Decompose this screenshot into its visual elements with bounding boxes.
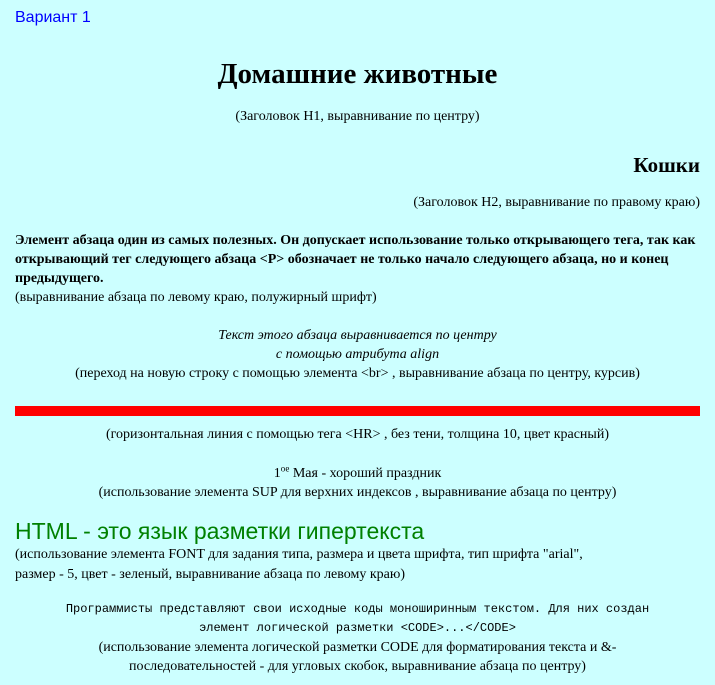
code-line-1: Программисты представляют свои исходные коды моноширинным текстом. Для них создан xyxy=(65,602,650,616)
holiday-number: 1 xyxy=(273,466,281,481)
superscript: ое xyxy=(280,463,290,474)
code-paragraph xyxy=(15,600,700,676)
hr-note: (горизонтальная линия с помощью тега <HR> , без тени, толщина 10, цвет красный) xyxy=(105,427,609,442)
font-title: HTML - это язык разметки гипертекста xyxy=(15,518,425,544)
bold-paragraph: Элемент абзаца один из самых полезных. Он допускает использование только открывающего тега, так как открывающий тег следующего абзаца <P> обозначает не только начало следующего абзаца, но и конец предыдущего. xyxy=(15,233,696,286)
holiday-text: Мая - хороший праздник xyxy=(289,466,442,481)
sup-paragraph-note: (использование элемента SUP для верхних индексов , выравнивание абзаца по центру) xyxy=(98,485,617,500)
centered-paragraph xyxy=(15,326,700,383)
red-horizontal-rule xyxy=(15,406,700,416)
sup-paragraph xyxy=(15,464,700,502)
code-line-2: элемент логической разметки <CODE>...</CODE> xyxy=(199,621,516,635)
section-title: Кошки xyxy=(633,153,700,177)
centered-line-2: с помощью атрибута align xyxy=(275,347,440,362)
centered-line-1: Текст этого абзаца выравнивается по центру xyxy=(218,328,497,343)
centered-paragraph-note: (переход на новую строку с помощью элемента <br> , выравнивание абзаца по центру, курсив) xyxy=(75,366,640,381)
font-note-line-2: размер - 5, цвет - зеленый, выравнивание абзаца по левому краю) xyxy=(15,567,406,582)
font-note-line-1: (использование элемента FONT для задания типа, размера и цвета шрифта, тип шрифта "arial", xyxy=(15,547,583,562)
code-note-line-1: (использование элемента логической разметки CODE для форматирования текста и &- xyxy=(98,640,617,655)
variant-label: Вариант 1 xyxy=(15,9,91,26)
h1-note: (Заголовок H1, выравнивание по центру) xyxy=(235,109,480,124)
bold-paragraph-note: (выравнивание абзаца по левому краю, полужирный шрифт) xyxy=(15,290,377,305)
font-note xyxy=(15,545,700,585)
holiday-line xyxy=(15,464,700,483)
h2-note: (Заголовок H2, выравнивание по правому краю) xyxy=(413,195,700,210)
page-title: Домашние животные xyxy=(217,58,498,90)
code-note-line-2: последовательностей - для угловых скобок, выравнивание абзаца по центру) xyxy=(129,659,586,674)
